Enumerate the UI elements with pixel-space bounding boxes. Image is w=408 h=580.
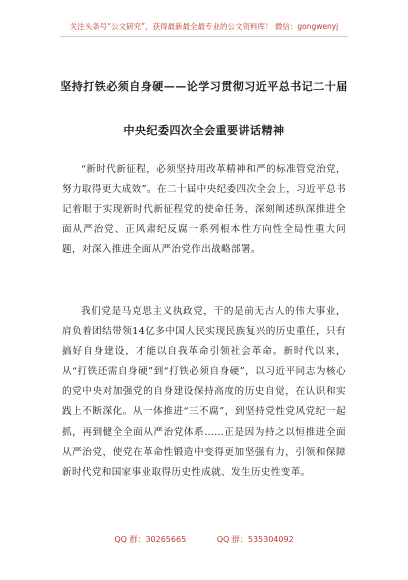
- footer-qq-group-1: QQ 群：30265665: [114, 535, 187, 544]
- body-paragraph: 我们党是马克思主义执政党，干的是前无古人的伟大事业，肩负着团结带领14亿多中国人民实现民族复兴的历史重任，只有搞好自身建设，才能以自我革命引领社会革命。新时代以来，从“打铁还需自身硬”到“打铁必须自身硬”，以习近平同志为核心的党中央对加强党的自身建设保持高度的历史自觉，在认识和实践上不断深化。从一体推进“三不腐”，到坚持党性党风党纪一起抓，再到健全全面从严治党体系……正是因为持之以恒推进全面从严治党，使党在革命性锻造中变得更加坚强有力，引领和保障新时代党和国家事业取得历史性成就、发生历史性变革。: [62, 306, 346, 478]
- document-title-line-2: 中央纪委四次全会重要讲话精神: [123, 124, 285, 137]
- document-title-line-1: 坚持打铁必须自身硬——论学习贯彻习近平总书记二十届: [60, 80, 348, 93]
- header-banner: [0, 22, 408, 32]
- header-banner-text: 关注头条号“公文研究”，获得最新最全最专业的公文资料库！ 微信：gongwenyj: [69, 22, 339, 31]
- header-divider: [60, 36, 348, 37]
- footer-qq-group-2: QQ 群：535304092: [216, 535, 294, 544]
- footer: [0, 534, 408, 545]
- body-paragraph: “新时代新征程，必须坚持用改革精神和严的标准管党治党，努力取得更大成效”。在二十届中央纪委四次全会上，习近平总书记着眼于实现新时代新征程党的使命任务，深刻阐述纵深推进全面从严治党、正风肃纪反腐一系列根本性方向性全局性重大问题，对深入推进全面从严治党作出战略部署。: [62, 164, 346, 256]
